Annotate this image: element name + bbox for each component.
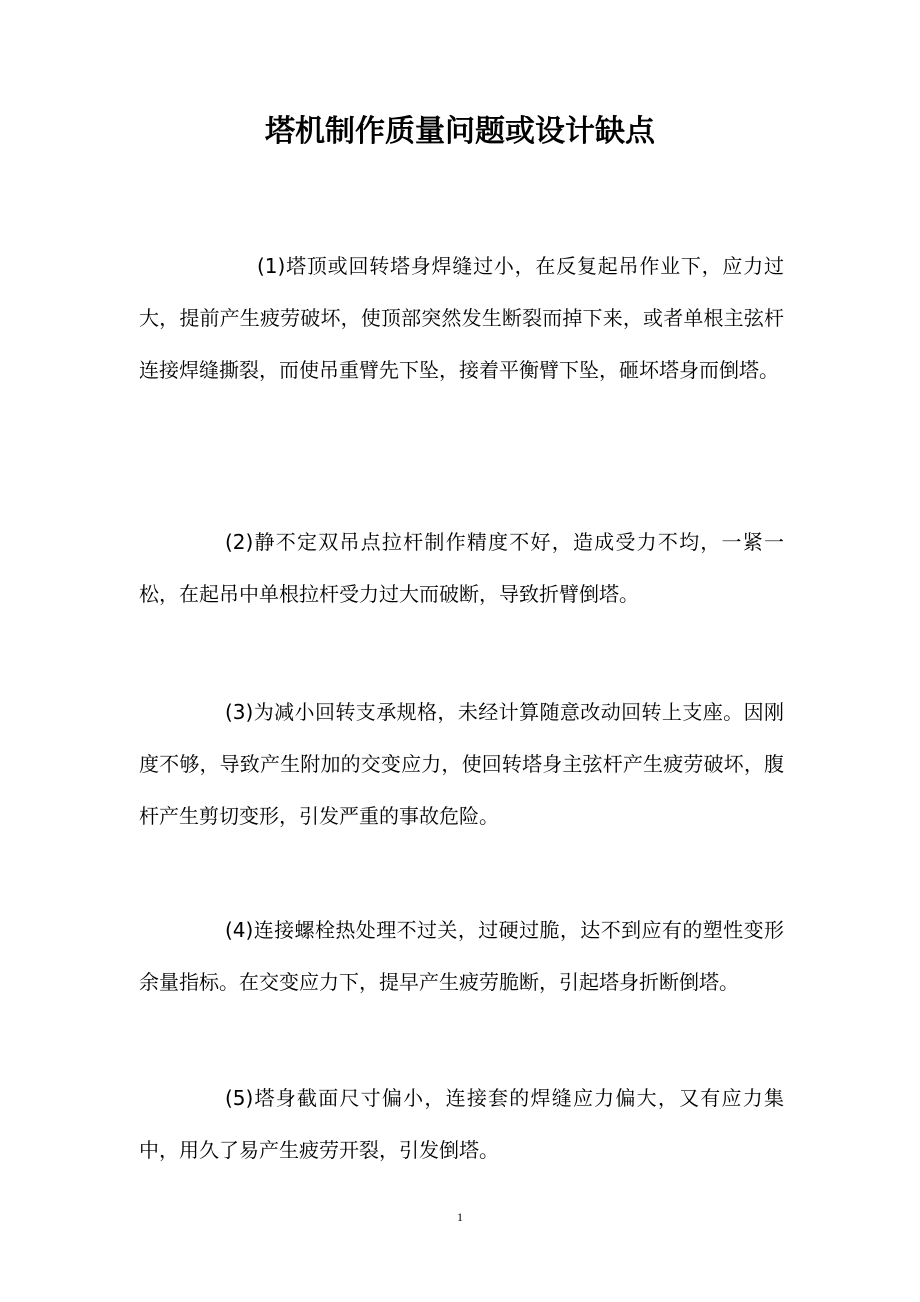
paragraph-5-text: (5)塔身截面尺寸偏小，连接套的焊缝应力偏大，又有应力集中，用久了易产生疲劳开裂，引发倒塔。 [139, 1086, 784, 1162]
paragraph-5 [139, 1072, 784, 1176]
document-title: 塔机制作质量问题或设计缺点 [265, 114, 655, 149]
paragraph-4-text: (4)连接螺栓热处理不过关，过硬过脆，达不到应有的塑性变形余量指标。在交变应力下，提早产生疲劳脆断，引起塔身折断倒塔。 [139, 918, 784, 994]
paragraph-1 [139, 240, 784, 396]
paragraph-3 [139, 686, 784, 842]
paragraph-1-text: (1)塔顶或回转塔身焊缝过小，在反复起吊作业下，应力过大，提前产生疲劳破坏，使顶部突然发生断裂而掉下来，或者单根主弦杆连接焊缝撕裂，而使吊重臂先下坠，接着平衡臂下坠，砸坏塔身而倒塔。 [139, 254, 784, 382]
paragraph-4 [139, 904, 784, 1008]
page-number: 1 [457, 1210, 463, 1224]
paragraph-3-text: (3)为减小回转支承规格，未经计算随意改动回转上支座。因刚度不够，导致产生附加的交变应力，使回转塔身主弦杆产生疲劳破坏，腹杆产生剪切变形，引发严重的事故危险。 [139, 700, 784, 828]
paragraph-2-text: (2)静不定双吊点拉杆制作精度不好，造成受力不均，一紧一松，在起吊中单根拉杆受力过大而破断，导致折臂倒塔。 [139, 530, 784, 606]
paragraph-2 [139, 516, 784, 620]
